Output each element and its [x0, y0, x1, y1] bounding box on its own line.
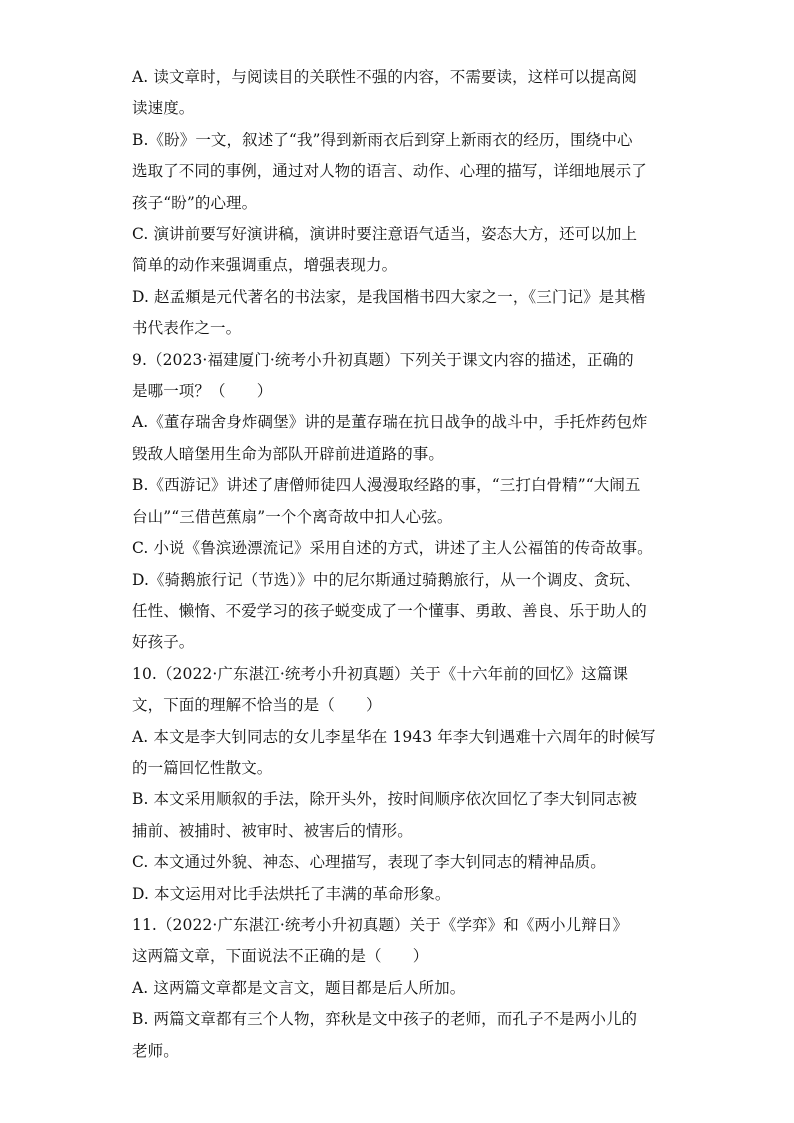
q10-option-a-line-1: A. 本文是李大钊同志的女儿李星华在 1943 年李大钊遇难十六周年的时候写	[132, 727, 656, 746]
q10-option-b-line-1: B. 本文采用顺叙的手法，除开头外，按时间顺序依次回忆了李大钊同志被	[132, 790, 638, 809]
option-c-line-1: C. 演讲前要写好演讲稿，演讲时要注意语气适当，姿态大方，还可以加上	[132, 225, 638, 244]
q9-option-a-line-1: A.《董存瑞舍身炸碉堡》讲的是董存瑞在抗日战争的战斗中，手托炸药包炸	[132, 413, 648, 432]
q11-option-a-line-1: A. 这两篇文章都是文言文，题目都是后人所加。	[132, 978, 466, 997]
option-a-line-1: A. 读文章时，与阅读目的关联性不强的内容，不需要读，这样可以提高阅	[132, 68, 637, 86]
question-11-line-1: 11.（2022·广东湛江·统考小升初真题）关于《学弈》和《两小儿辩日》	[132, 915, 629, 934]
q10-option-c-line-1: C. 本文通过外貌、神态、心理描写，表现了李大钊同志的精神品质。	[132, 853, 606, 872]
q10-option-a-line-2: 的一篇回忆性散文。	[132, 758, 273, 777]
q10-option-b-line-2: 捕前、被捕时、被审时、被害后的情形。	[132, 821, 413, 840]
q11-option-b-line-1: B. 两篇文章都有三个人物，弈秋是文中孩子的老师，而孔子不是两小儿的	[132, 1010, 638, 1029]
q9-option-a-line-2: 毁敌人暗堡用生命为部队开辟前进道路的事。	[132, 444, 445, 463]
document-page	[132, 62, 667, 1067]
question-10-line-2: 文，下面的理解不恰当的是（ ）	[132, 696, 382, 715]
q9-option-d-line-3: 好孩子。	[132, 633, 195, 652]
q9-option-d-line-1: D.《骑鹅旅行记（节选）》中的尼尔斯通过骑鹅旅行，从一个调皮、贪玩、	[132, 570, 641, 589]
q9-option-b-line-1: B.《西游记》讲述了唐僧师徒四人漫漫取经路的事，“三打白骨精”“大闹五	[132, 476, 641, 495]
q9-option-b-line-2: 台山”“三借芭蕉扇”一个个离奇故中扣人心弦。	[132, 507, 453, 526]
q9-option-c-line-1: C. 小说《鲁滨逊漂流记》采用自述的方式，讲述了主人公福笛的传奇故事。	[132, 539, 653, 558]
option-b-line-3: 孩子“盼”的心理。	[132, 193, 258, 212]
option-a-line-2: 读速度。	[132, 99, 195, 118]
question-11-line-2: 这两篇文章，下面说法不正确的是（ ）	[132, 947, 429, 966]
q11-option-b-line-2: 老师。	[132, 1041, 179, 1060]
question-9-line-1: 9.（2023·福建厦门·统考小升初真题）下列关于课文内容的描述，正确的	[132, 350, 634, 369]
option-b-line-2: 选取了不同的事例，通过对人物的语言、动作、心理的描写，详细地展示了	[132, 162, 647, 181]
option-d-line-1: D. 赵孟頫是元代著名的书法家，是我国楷书四大家之一，《三门记》是其楷	[132, 287, 646, 306]
question-10-line-1: 10.（2022·广东湛江·统考小升初真题）关于《十六年前的回忆》这篇课	[132, 664, 629, 683]
question-9-line-2: 是哪一项？（ ）	[132, 382, 273, 401]
q10-option-d-line-1: D. 本文运用对比手法烘托了丰满的革命形象。	[132, 884, 451, 903]
option-c-line-2: 简单的动作来强调重点，增强表现力。	[132, 256, 398, 275]
q9-option-d-line-2: 任性、懒惰、不爱学习的孩子蜕变成了一个懂事、勇敢、善良、乐于助人的	[132, 601, 647, 620]
option-d-line-2: 书代表作之一。	[132, 319, 242, 338]
option-b-line-1: B.《盼》一文，叙述了“我”得到新雨衣后到穿上新雨衣的经历，围绕中心	[132, 130, 633, 149]
